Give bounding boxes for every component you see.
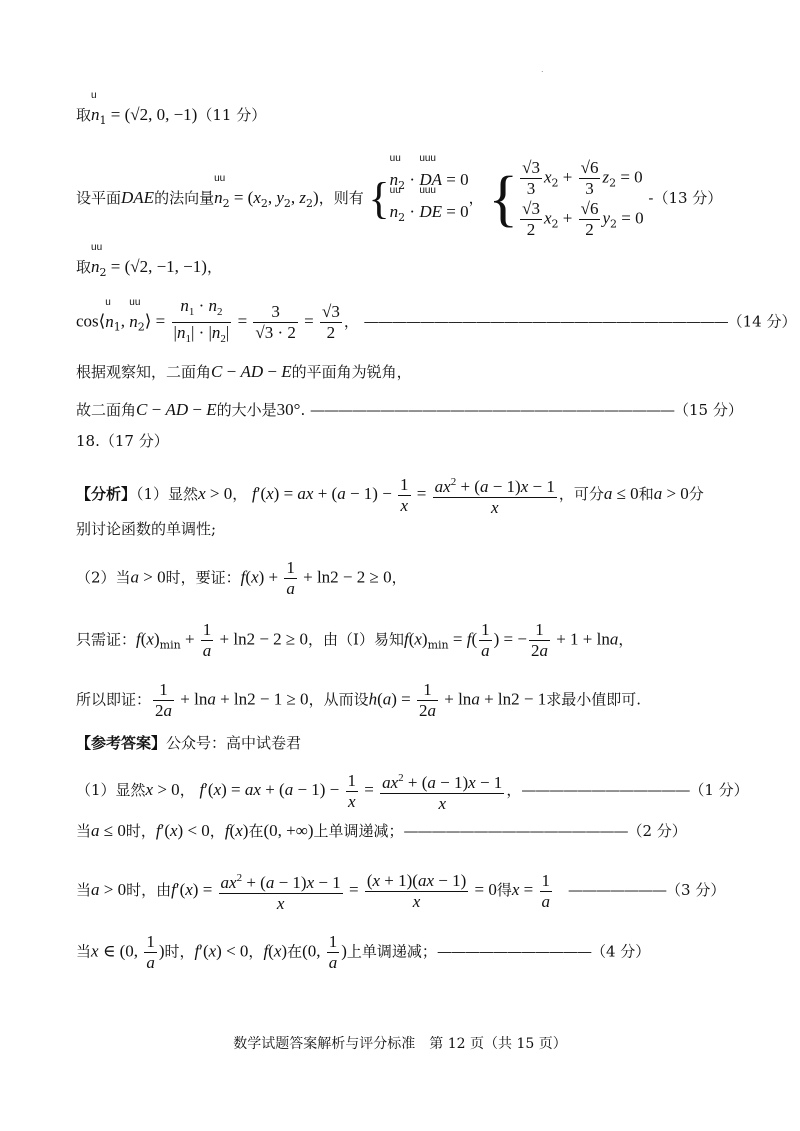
line-analysis-3: （2）当a > 0时，要证：f(x) + $\frac{1}{a}$ + ln2 − 2 ≥ 0，	[76, 558, 407, 598]
line-observe: 根据观察知，二面角C − AD − E的平面角为锐角，	[76, 362, 412, 381]
text: 上单调递减；	[346, 942, 437, 961]
text: 时，要证：	[165, 568, 241, 587]
text: 所以即证：	[76, 690, 152, 709]
score-4: （4 分）	[590, 942, 651, 961]
scan-dot: .	[541, 65, 544, 74]
text: （1）显然	[76, 781, 146, 799]
text: 在	[248, 822, 264, 840]
line-analysis-1: 【分析】（1）显然x > 0， f′(x) = ax + (a − 1) − $\frac{1}{x}$ = $\frac{ax^2 + (a - 1)x - 1}{x}$ ，可分a ≤ 0和a > 0分	[76, 472, 704, 518]
line-answer-4: 当x ∈ (0, $\frac{1}{a}$ )时，f′(x) < 0，f(x)在(0, $\frac{1}{a}$ )上单调递减；———————————（4 分）	[76, 932, 651, 972]
score-2: （2 分）	[627, 822, 687, 840]
text: 18.（17 分）	[76, 432, 169, 450]
text: 故二面角	[76, 401, 137, 419]
text: 分	[688, 485, 704, 503]
text: ，可分	[558, 485, 604, 503]
text: 时，	[164, 942, 195, 961]
line-answer-2: 当a ≤ 0时，f′(x) < 0，f(x)在(0, +∞)上单调递减；————————————————（2 分）	[76, 821, 687, 840]
page-footer: 数学试题答案解析与评分标准 第 12 页（共 15 页）	[233, 1036, 567, 1052]
score-15: （15 分）	[673, 401, 743, 419]
vec-n1: u n	[91, 104, 100, 126]
text: 只需证：	[76, 630, 137, 649]
line-angle-30: 故二面角C − AD − E的大小是30°. ——————————————————————————（15 分）	[76, 400, 743, 419]
text: 和	[638, 485, 654, 503]
text: 设平面	[76, 189, 122, 207]
text: （2）当	[76, 568, 131, 587]
score-1: （1 分）	[689, 781, 749, 799]
line-plane-dae: 设平面DAE的法向量uu $n_2 = (x_2$, $y_2$, $z_2$)，则有 { uu $n_2$ · uuu DA = 0 uu $n_2$ · uuu DE = 0 ， { $\frac{√3}{3}$ $x_2$ + $\frac{√6}{3}$ $z_2 = 0$ $\frac{√3}{2}$ $x_2$ + $\frac{√6}{2}$ $y_2 = 0$ -（13 分）	[76, 158, 722, 240]
text: 的平面角为锐角，	[291, 363, 412, 381]
text: 时，	[125, 822, 156, 840]
problem-18-heading	[76, 430, 169, 452]
text: 公众号：高中试卷君	[166, 734, 302, 752]
text: 的大小是	[216, 401, 277, 419]
text: 在	[287, 942, 303, 961]
text: 取	[76, 106, 92, 124]
text: （1）显然	[136, 485, 199, 503]
text: ，由（I）易知	[308, 630, 404, 649]
analysis-tag: 【分析】	[76, 485, 137, 503]
line-cos: cos⟨u $n_1$, uu $n_2⟩$ = $\frac{n_1 \cdot n_2}{|n_1| \cdot |n_2|}$ = $\frac{3}{√3 \cdot 2}$ = $\frac{√3}{2}$ ， ——————————————————————————（14 分）	[76, 296, 796, 349]
text: 当	[76, 881, 92, 899]
text: ，则有	[318, 189, 364, 207]
score-14: （14 分）	[727, 312, 797, 331]
line-answer-tag	[76, 732, 301, 754]
line-n2: 取uu $n_2 = (√2$, −1, −1)，	[76, 256, 222, 284]
score-13: -（13 分）	[648, 189, 723, 207]
text: 根据观察知，二面角	[76, 363, 212, 381]
text: 的法向量	[154, 189, 215, 207]
answer-tag: 【参考答案】	[76, 734, 167, 752]
text: ，从而设	[308, 690, 369, 709]
text: 得	[496, 881, 512, 899]
score-3: （3 分）	[666, 881, 726, 899]
text: 别讨论函数的单调性;	[76, 520, 217, 538]
line-analysis-4: 只需证：$f(x)_{min}$ + $\frac{1}{a}$ + ln2 − 2 ≥ 0，由（I）易知$f(x)_{min} = f$( $\frac{1}{a}$ ) = − $\frac{1}{2a}$ + 1 + lna，	[76, 620, 634, 660]
text: 时，由	[126, 881, 172, 899]
text: 当	[76, 822, 92, 840]
line-analysis-5: 所以即证： $\frac{1}{2a}$ + lna + ln2 − 1 ≥ 0，从而设h(a) = $\frac{1}{2a}$ + lna + ln2 − 1求最小值即可.	[76, 680, 641, 720]
text: 取	[76, 258, 92, 276]
line-answer-1: （1）显然x > 0， f′(x) = ax + (a − 1) − $\frac{1}{x}$ = $\frac{ax^2 + (a - 1)x - 1}{x}$ ，————————————（1 分）	[76, 768, 749, 814]
text: 上单调递减；	[313, 822, 404, 840]
line-n1: 取u $n_1 = (√2$, 0, −1)（11 分）	[76, 104, 266, 132]
line-analysis-2	[76, 518, 216, 540]
score-11: （11 分）	[197, 106, 267, 124]
text: 当	[76, 942, 92, 961]
text: 求最小值即可.	[546, 690, 641, 709]
line-answer-3: 当a > 0时，由f′(x) = $\frac{ax^2 + (a - 1)x - 1}{x}$ = $\frac{(x + 1)(ax - 1)}{x}$ = 0得x = $\frac{1}{a}$ ———————（3 分）	[76, 868, 725, 914]
